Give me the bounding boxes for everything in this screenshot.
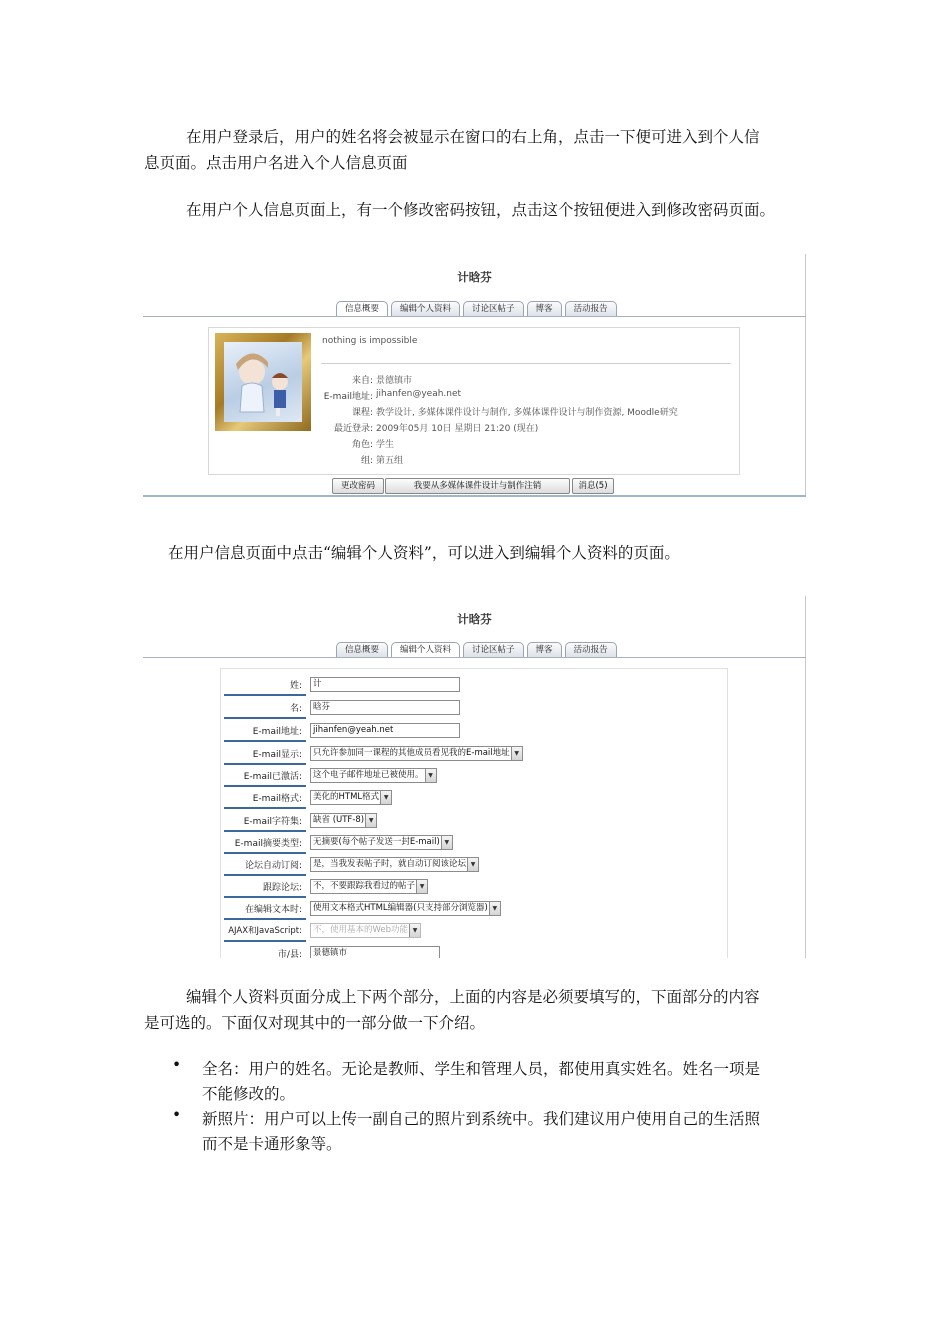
field-value-last-login: 2009年05月 10日 星期日 21:20 (现在) bbox=[376, 424, 539, 434]
forum-autosubscribe-label: 论坛自动订阅: bbox=[244, 861, 302, 871]
chevron-down-icon[interactable]: ▼ bbox=[489, 902, 500, 915]
field-value-courses[interactable]: 教学设计, 多媒体课件设计与制作, 多媒体课件设计与制作资源, Moodle研究 bbox=[376, 408, 678, 418]
html-editor-label: 在编辑文本时: bbox=[244, 905, 302, 915]
field-value-email: jihanfen@yeah.net bbox=[376, 389, 462, 399]
motto-divider bbox=[321, 363, 731, 364]
field-label-from: 来自: bbox=[351, 376, 373, 386]
edit-profile-screenshot bbox=[143, 596, 806, 958]
form-row-email-active bbox=[221, 765, 726, 787]
bullet-1-line-2: 不能修改的。 bbox=[202, 1085, 296, 1103]
tab-blog[interactable]: 博客 bbox=[527, 301, 562, 316]
email-charset-select[interactable] bbox=[310, 813, 377, 828]
email-digest-label: E-mail摘要类型: bbox=[234, 839, 302, 849]
email-charset-value: 缺省 (UTF-8) bbox=[313, 815, 365, 825]
paragraph-4-line-2: 是可选的。下面仅对现其中的一部分做一下介绍。 bbox=[144, 1014, 486, 1032]
ajax-value: 不，使用基本的Web功能 bbox=[313, 925, 409, 935]
paragraph-3: 在用户信息页面中点击“编辑个人资料”，可以进入到编辑个人资料的页面。 bbox=[168, 544, 680, 562]
tab-divider bbox=[143, 316, 806, 317]
field-label-courses: 课程: bbox=[351, 408, 373, 418]
profile-screenshot bbox=[143, 254, 806, 497]
email-charset-label: E-mail字符集: bbox=[243, 817, 302, 827]
track-forums-select[interactable] bbox=[310, 879, 428, 894]
profile-tab-bar bbox=[336, 301, 617, 316]
label-underline bbox=[224, 717, 306, 719]
tab-edit-profile[interactable]: 编辑个人资料 bbox=[391, 301, 460, 316]
city-label: 市/县: bbox=[277, 950, 302, 958]
unenrol-button[interactable]: 我要从多媒体课件设计与制作注销 bbox=[385, 478, 570, 494]
email-display-select[interactable] bbox=[310, 746, 523, 761]
label-underline bbox=[224, 940, 306, 942]
form-row-given-name bbox=[221, 697, 726, 719]
form-row-email-display bbox=[221, 743, 726, 765]
track-forums-value: 不，不要跟踪我看过的帖子 bbox=[313, 881, 416, 891]
tab-forum-posts[interactable]: 讨论区帖子 bbox=[463, 642, 524, 657]
email-display-label: E-mail显示: bbox=[252, 750, 302, 760]
label-underline bbox=[224, 807, 306, 809]
form-row-html-editor bbox=[221, 898, 726, 920]
field-label-role: 角色: bbox=[351, 440, 373, 450]
chevron-down-icon[interactable]: ▼ bbox=[511, 747, 522, 760]
ajax-select bbox=[310, 923, 421, 938]
forum-autosubscribe-value: 是，当我发表帖子时，就自动订阅该论坛 bbox=[313, 859, 467, 869]
edit-form bbox=[220, 668, 728, 958]
chevron-down-icon[interactable]: ▼ bbox=[441, 836, 452, 849]
email-digest-value: 无摘要(每个帖子发送一封E-mail) bbox=[313, 837, 440, 847]
screenshot-edge bbox=[805, 254, 806, 497]
track-forums-label: 跟踪论坛: bbox=[262, 883, 302, 893]
city-input[interactable]: 景德镇市 bbox=[310, 946, 440, 958]
form-row-surname bbox=[221, 674, 726, 696]
chevron-down-icon[interactable]: ▼ bbox=[365, 814, 376, 827]
tab-edit-profile[interactable]: 编辑个人资料 bbox=[391, 642, 460, 657]
surname-input[interactable]: 计 bbox=[310, 677, 460, 692]
field-label-email: E-mail地址: bbox=[323, 392, 373, 402]
profile-card bbox=[208, 327, 740, 475]
chevron-down-icon[interactable]: ▼ bbox=[467, 858, 478, 871]
given-name-label: 名: bbox=[289, 704, 302, 714]
edit-user-name: 计晗芬 bbox=[457, 612, 492, 626]
chevron-down-icon[interactable]: ▼ bbox=[380, 791, 391, 804]
form-row-email-format bbox=[221, 787, 726, 809]
label-underline bbox=[224, 694, 306, 696]
field-label-last-login: 最近登录: bbox=[333, 424, 373, 434]
tab-blog[interactable]: 博客 bbox=[527, 642, 562, 657]
field-value-role: 学生 bbox=[376, 440, 395, 450]
screenshot-bottom-border bbox=[143, 495, 806, 497]
profile-user-name: 计晗芬 bbox=[457, 270, 492, 284]
form-row-email-digest bbox=[221, 832, 726, 854]
form-row-track-forums bbox=[221, 876, 726, 898]
paragraph-1-line-2: 息页面。点击用户名进入个人信息页面 bbox=[144, 154, 408, 172]
form-row-ajax bbox=[221, 920, 726, 942]
email-label: E-mail地址: bbox=[252, 727, 302, 737]
tab-forum-posts[interactable]: 讨论区帖子 bbox=[463, 301, 524, 316]
form-row-email-charset bbox=[221, 810, 726, 832]
label-underline bbox=[224, 740, 306, 742]
ajax-label: AJAX和JavaScript: bbox=[228, 926, 302, 936]
email-active-value: 这个电子邮件地址已被使用。 bbox=[313, 770, 424, 780]
email-active-label: E-mail已激活: bbox=[243, 772, 302, 782]
email-format-select[interactable] bbox=[310, 790, 392, 805]
email-display-value: 只允许参加同一课程的其他成员看见我的E-mail地址 bbox=[313, 748, 510, 758]
messages-button[interactable]: 消息(5) bbox=[572, 478, 614, 494]
change-password-button[interactable]: 更改密码 bbox=[332, 478, 384, 494]
paragraph-1-line-1: 在用户登录后，用户的姓名将会被显示在窗口的右上角，点击一下便可进入到个人信 bbox=[186, 128, 760, 146]
tab-divider bbox=[143, 657, 806, 658]
chevron-down-icon[interactable]: ▼ bbox=[416, 880, 427, 893]
email-input[interactable]: jihanfen@yeah.net bbox=[310, 723, 460, 738]
html-editor-value: 使用文本格式HTML编辑器(只支持部分浏览器) bbox=[313, 903, 488, 913]
chevron-down-icon[interactable]: ▼ bbox=[425, 769, 436, 782]
tab-activity-report[interactable]: 活动报告 bbox=[565, 301, 617, 316]
given-name-input[interactable]: 晗芬 bbox=[310, 700, 460, 715]
field-value-from: 景德镇市 bbox=[376, 376, 413, 386]
email-digest-select[interactable] bbox=[310, 835, 453, 850]
html-editor-select[interactable] bbox=[310, 901, 501, 916]
bullet-2-line-1: 新照片：用户可以上传一副自己的照片到系统中。我们建议用户使用自己的生活照 bbox=[202, 1110, 761, 1128]
email-active-select[interactable] bbox=[310, 768, 437, 783]
screenshot-edge bbox=[805, 596, 806, 958]
avatar-picture bbox=[224, 342, 302, 422]
bullet-1-line-1: 全名：用户的姓名。无论是教师、学生和管理人员，都使用真实姓名。姓名一项是 bbox=[202, 1060, 761, 1078]
paragraph-4-line-1: 编辑个人资料页面分成上下两个部分，上面的内容是必须要填写的，下面部分的内容 bbox=[186, 988, 760, 1006]
bullet-marker: • bbox=[172, 1056, 182, 1074]
forum-autosubscribe-select[interactable] bbox=[310, 857, 479, 872]
tab-profile-summary[interactable]: 信息概要 bbox=[336, 301, 388, 316]
paragraph-2: 在用户个人信息页面上，有一个修改密码按钮，点击这个按钮便进入到修改密码页面。 bbox=[186, 201, 776, 219]
form-row-city bbox=[221, 943, 726, 958]
form-row-forum-autosubscribe bbox=[221, 854, 726, 876]
tab-activity-report[interactable]: 活动报告 bbox=[565, 642, 617, 657]
tab-profile-summary[interactable]: 信息概要 bbox=[336, 642, 388, 657]
form-row-email bbox=[221, 720, 726, 742]
bullet-2-line-2: 而不是卡通形象等。 bbox=[202, 1135, 342, 1153]
profile-motto: nothing is impossible bbox=[322, 336, 418, 346]
field-value-group: 第五组 bbox=[376, 456, 404, 466]
field-label-group: 组: bbox=[360, 456, 373, 466]
bullet-marker: • bbox=[172, 1106, 182, 1124]
email-format-label: E-mail格式: bbox=[252, 794, 302, 804]
avatar bbox=[215, 333, 311, 431]
chevron-down-icon: ▼ bbox=[409, 924, 420, 937]
email-format-value: 美化的HTML格式 bbox=[313, 792, 380, 802]
surname-label: 姓: bbox=[289, 681, 302, 691]
avatar-illustration bbox=[224, 342, 302, 422]
edit-tab-bar bbox=[336, 642, 617, 657]
